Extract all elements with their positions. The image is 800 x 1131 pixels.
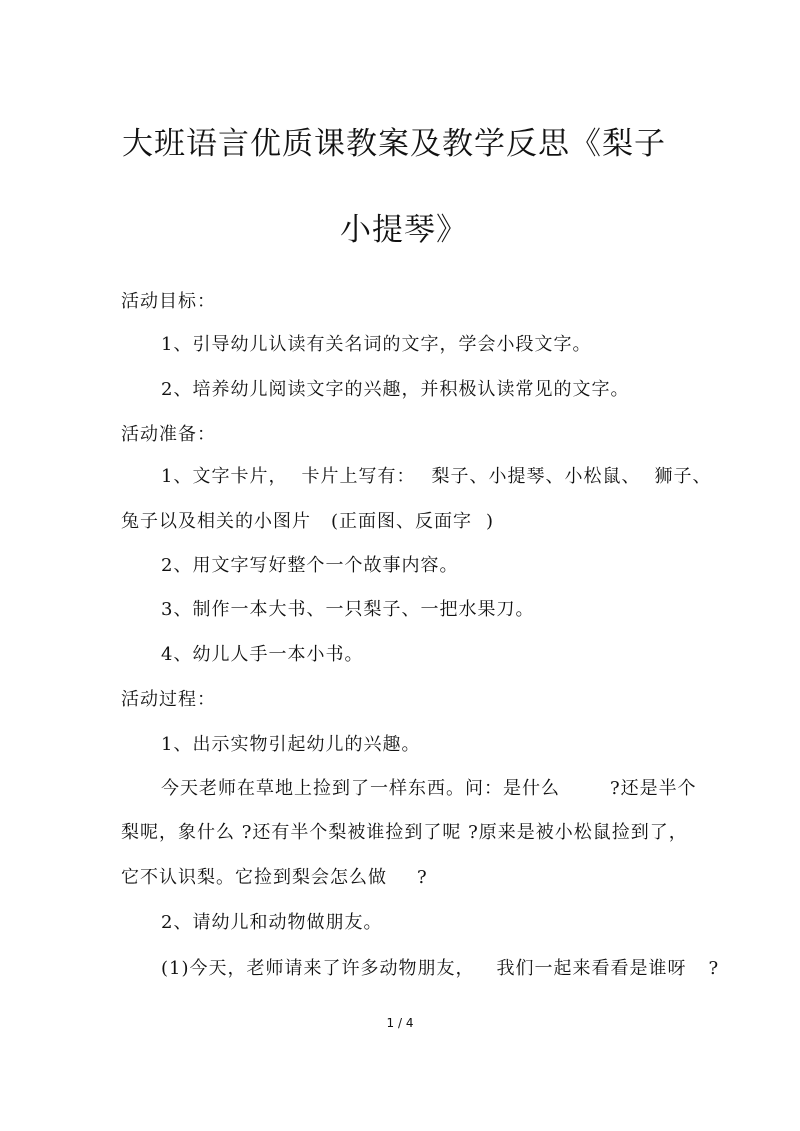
prep-item-1-part-e: 兔子以及相关的小图片	[121, 511, 311, 532]
prep-item-2: 2、用文字写好整个一个故事内容。	[161, 555, 459, 576]
process-para-2-part-c: ?	[708, 958, 720, 979]
process-para-1-line-2: 梨呢，象什么 ?还有半个梨被谁捡到了呢 ?原来是被小松鼠捡到了，	[121, 822, 688, 843]
process-para-1-line-3	[121, 866, 428, 890]
prep-item-3: 3、制作一本大书、一只梨子、一把水果刀。	[161, 599, 535, 620]
process-step-2: 2、请幼儿和动物做朋友。	[161, 912, 383, 933]
process-para-1-part-b: ?还是半个	[610, 778, 697, 799]
goal-item-1: 1、引导幼儿认读有关名词的文字，学会小段文字。	[161, 334, 592, 355]
page-number: 1 / 4	[386, 1016, 414, 1030]
prep-item-1-part-g: )	[486, 511, 495, 532]
process-para-2-line-1	[161, 957, 719, 981]
process-heading: 活动过程：	[121, 689, 216, 710]
prep-item-1-part-b: 卡片上写有：	[301, 466, 416, 487]
document-title-line-2: 小提琴》	[340, 212, 468, 248]
prep-item-1-part-d: 狮子、	[654, 466, 712, 487]
process-para-1-part-a: 今天老师在草地上捡到了一样东西。问：是什么	[161, 778, 560, 799]
prep-heading: 活动准备：	[121, 424, 216, 445]
prep-item-1-part-c: 梨子、小提琴、小松鼠、	[431, 466, 641, 487]
process-para-2-part-a: (1)今天，老师请来了许多动物朋友，	[161, 958, 475, 979]
prep-item-1-continued	[121, 510, 494, 534]
prep-item-1-part-a: 1、文字卡片，	[161, 466, 288, 487]
prep-item-1	[161, 465, 711, 489]
goal-item-2: 2、培养幼儿阅读文字的兴趣，并积极认读常见的文字。	[161, 379, 630, 400]
process-para-2-part-b: 我们一起来看看是谁呀	[496, 958, 687, 979]
goals-heading: 活动目标：	[121, 291, 216, 312]
prep-item-4: 4、幼儿人手一本小书。	[161, 644, 364, 665]
process-para-1-part-d: 它不认识梨。它捡到梨会怎么做	[121, 867, 387, 888]
process-para-1-part-e: ?	[417, 867, 428, 888]
prep-item-1-part-f: (正面图、反面字	[331, 511, 473, 532]
document-title-line-1: 大班语言优质课教案及教学反思《梨子	[122, 126, 666, 162]
process-para-1-line-1	[161, 777, 697, 801]
process-step-1: 1、出示实物引起幼儿的兴趣。	[161, 734, 421, 755]
